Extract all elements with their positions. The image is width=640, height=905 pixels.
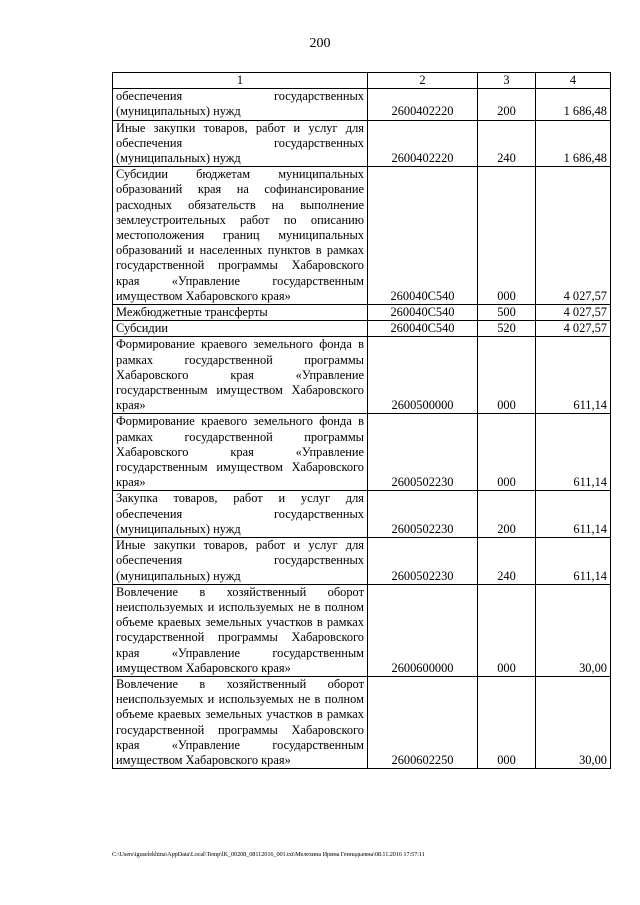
- row-amount: 4 027,57: [536, 321, 611, 337]
- row-name: Закупка товаров, работ и услуг для обеспечения государственных (муниципальных) нужд: [113, 491, 368, 538]
- row-amount: 611,14: [536, 337, 611, 414]
- row-code: 2600500000: [368, 337, 478, 414]
- row-amount: 30,00: [536, 676, 611, 768]
- row-code: 260040С540: [368, 305, 478, 321]
- footer-file-path: C:\Users\iguselekhina\AppData\Local\Temp\lK_00208_08112016_001.txt\Мелехина Ирина Геннадьевна\08.11.2016 17:57:11: [112, 851, 425, 858]
- budget-table: [112, 72, 611, 769]
- row-vr: 000: [478, 167, 536, 305]
- row-vr: 520: [478, 321, 536, 337]
- row-code: 2600502230: [368, 538, 478, 585]
- row-code: 2600402220: [368, 120, 478, 167]
- row-amount: 4 027,57: [536, 167, 611, 305]
- row-name: Межбюджетные трансферты: [113, 305, 368, 321]
- table-row: [113, 414, 611, 491]
- row-name: Вовлечение в хозяйственный оборот неиспользуемых и используемых не в полном объеме краевых земельных участков в рамках государственной программы Хабаровского края «Управление государственным имуществом Хабаровского края»: [113, 584, 368, 676]
- row-name: Иные закупки товаров, работ и услуг для обеспечения государственных (муниципальных) нужд: [113, 120, 368, 167]
- row-amount: 4 027,57: [536, 305, 611, 321]
- row-name: обеспечения государственных (муниципальных) нужд: [113, 89, 368, 120]
- row-amount: 611,14: [536, 538, 611, 585]
- row-amount: 1 686,48: [536, 89, 611, 120]
- table-row: [113, 337, 611, 414]
- row-amount: 1 686,48: [536, 120, 611, 167]
- row-vr: 000: [478, 414, 536, 491]
- row-amount: 611,14: [536, 491, 611, 538]
- table-row: [113, 538, 611, 585]
- row-vr: 200: [478, 491, 536, 538]
- row-code: 2600502230: [368, 414, 478, 491]
- page-number: 200: [309, 36, 331, 51]
- table-row: [113, 305, 611, 321]
- table-row: [113, 491, 611, 538]
- header-col-code: 2: [368, 73, 478, 89]
- row-name: Формирование краевого земельного фонда в рамках государственной программы Хабаровского края «Управление государственным имуществом Хабаровского края»: [113, 414, 368, 491]
- row-name: Субсидии: [113, 321, 368, 337]
- row-code: 2600602250: [368, 676, 478, 768]
- header-col-name: 1: [113, 73, 368, 89]
- row-vr: 500: [478, 305, 536, 321]
- row-vr: 240: [478, 120, 536, 167]
- header-col-amount: 4: [536, 73, 611, 89]
- row-amount: 30,00: [536, 584, 611, 676]
- table-row: [113, 120, 611, 167]
- row-name: Субсидии бюджетам муниципальных образований края на софинансирование расходных обязательств на выполнение землеустроительных работ по описанию местоположения границ муниципальных образований и населенных пунктов в рамках государственной программы Хабаровского края «Управление государственным имуществом Хабаровского края»: [113, 167, 368, 305]
- row-vr: 200: [478, 89, 536, 120]
- row-vr: 000: [478, 676, 536, 768]
- row-code: 2600402220: [368, 89, 478, 120]
- table-row: [113, 89, 611, 120]
- row-vr: 000: [478, 584, 536, 676]
- row-amount: 611,14: [536, 414, 611, 491]
- header-col-vr: 3: [478, 73, 536, 89]
- table-header-row: [113, 73, 611, 89]
- row-vr: 000: [478, 337, 536, 414]
- table-row: [113, 676, 611, 768]
- table-row: [113, 584, 611, 676]
- row-vr: 240: [478, 538, 536, 585]
- row-code: 260040С540: [368, 167, 478, 305]
- row-name: Иные закупки товаров, работ и услуг для обеспечения государственных (муниципальных) нужд: [113, 538, 368, 585]
- table-row: [113, 321, 611, 337]
- table-row: [113, 167, 611, 305]
- row-name: Вовлечение в хозяйственный оборот неиспользуемых и используемых не в полном объеме краевых земельных участков в рамках государственной программы Хабаровского края «Управление государственным имуществом Хабаровского края»: [113, 676, 368, 768]
- row-code: 2600502230: [368, 491, 478, 538]
- row-name: Формирование краевого земельного фонда в рамках государственной программы Хабаровского края «Управление государственным имуществом Хабаровского края»: [113, 337, 368, 414]
- row-code: 2600600000: [368, 584, 478, 676]
- row-code: 260040С540: [368, 321, 478, 337]
